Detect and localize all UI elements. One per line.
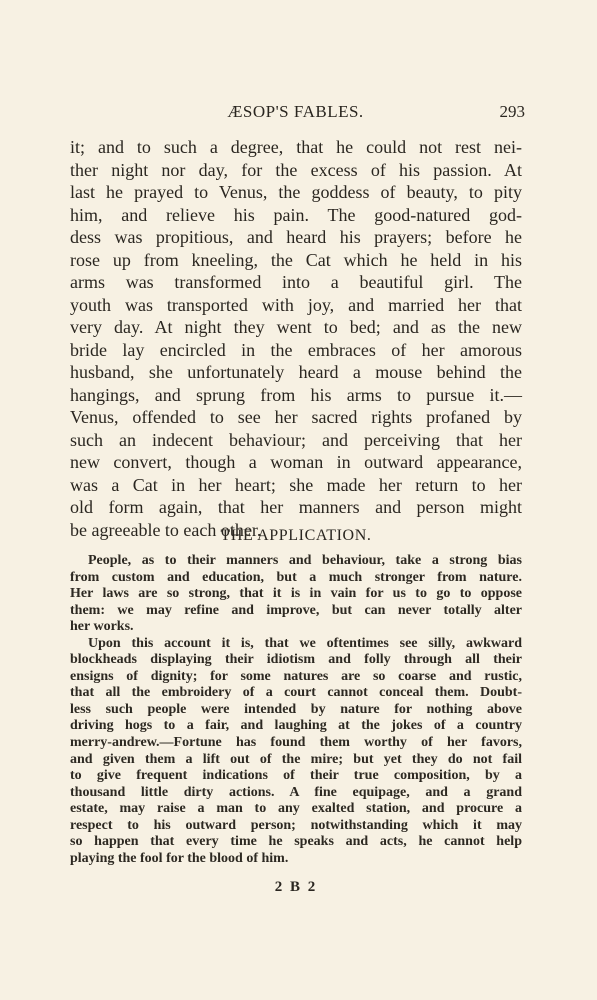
fable-line: last he prayed to Venus, the goddess of beauty, to pity <box>70 182 522 202</box>
fable-line: hangings, and sprung from his arms to pursue it.— <box>70 384 522 405</box>
fable-line: bride lay encircled in the embraces of her amorous <box>70 339 522 360</box>
application-line: Upon this account it is, that we oftentimes see silly, awkward <box>88 635 522 651</box>
application-line: and given them a lift out of the mire; but yet they do not fail <box>70 751 522 767</box>
fable-line: be agreeable to each other. <box>70 519 262 540</box>
application-line: thousand little dirty actions. A fine equipage, and a grand <box>70 784 522 800</box>
fable-line: such an indecent behaviour; and perceiving that her <box>70 429 522 450</box>
application-line: People, as to their manners and behaviour, take a strong bias <box>88 553 522 568</box>
fable-line: arms was transformed into a beautiful girl. The <box>70 272 522 292</box>
application-line: less such people were intended by nature for nothing above <box>70 701 522 717</box>
application-line: ensigns of dignity; for some natures are so coarse and rustic, <box>70 668 522 684</box>
application-line: to give frequent indications of their true composition, by a <box>70 768 522 784</box>
application-line: them: we may refine and improve, but can never totally alter <box>70 602 522 618</box>
application-line: that all the embroidery of a court cannot conceal them. Doubt- <box>70 685 522 701</box>
application-line: playing the fool for the blood of him. <box>70 850 289 866</box>
fable-line: new convert, though a woman in outward appearance, <box>70 452 522 472</box>
page-number: 293 <box>499 102 525 121</box>
running-title: ÆSOP'S FABLES. <box>227 102 364 121</box>
fable-line: Venus, offended to see her sacred rights profaned by <box>70 407 522 427</box>
application-line: estate, may raise a man to any exalted station, and procure a <box>70 801 522 817</box>
application-line: merry-andrew.—Fortune has found them worthy of her favors, <box>70 735 522 751</box>
fable-line: rose up from kneeling, the Cat which he held in his <box>70 249 522 270</box>
fable-line: ther night nor day, for the excess of his passion. At <box>70 159 522 180</box>
application-heading: THE APPLICATION. <box>220 527 372 544</box>
application-text <box>70 553 522 867</box>
fable-line: it; and to such a degree, that he could not rest nei- <box>70 137 522 157</box>
application-line: Her laws are so strong, that it is in vain for us to go to oppose <box>70 586 522 602</box>
fable-line: very day. At night they went to bed; and as the new <box>70 317 522 337</box>
application-line: her works. <box>70 619 134 635</box>
application-line: driving hogs to a fair, and laughing at the jokes of a country <box>70 718 522 734</box>
application-line: respect to his outward person; notwithstanding which it may <box>70 817 522 833</box>
application-line: so happen that every time he speaks and acts, he cannot help <box>70 834 522 850</box>
fable-line: husband, she unfortunately heard a mouse behind the <box>70 362 522 382</box>
fable-line: him, and relieve his pain. The good-natured god- <box>70 204 522 225</box>
application-line: from custom and education, but a much stronger from nature. <box>70 569 522 585</box>
fable-text <box>70 136 522 541</box>
fable-line: old form again, that her manners and person might <box>70 497 522 517</box>
fable-line: was a Cat in her heart; she made her return to her <box>70 474 522 495</box>
running-head <box>66 100 525 124</box>
application-line: blockheads displaying their idiotism and folly through all their <box>70 652 522 668</box>
fable-line: dess was propitious, and heard his prayers; before he <box>70 227 522 247</box>
fable-line: youth was transported with joy, and married her that <box>70 294 522 315</box>
printer-signature: 2 B 2 <box>274 879 318 895</box>
